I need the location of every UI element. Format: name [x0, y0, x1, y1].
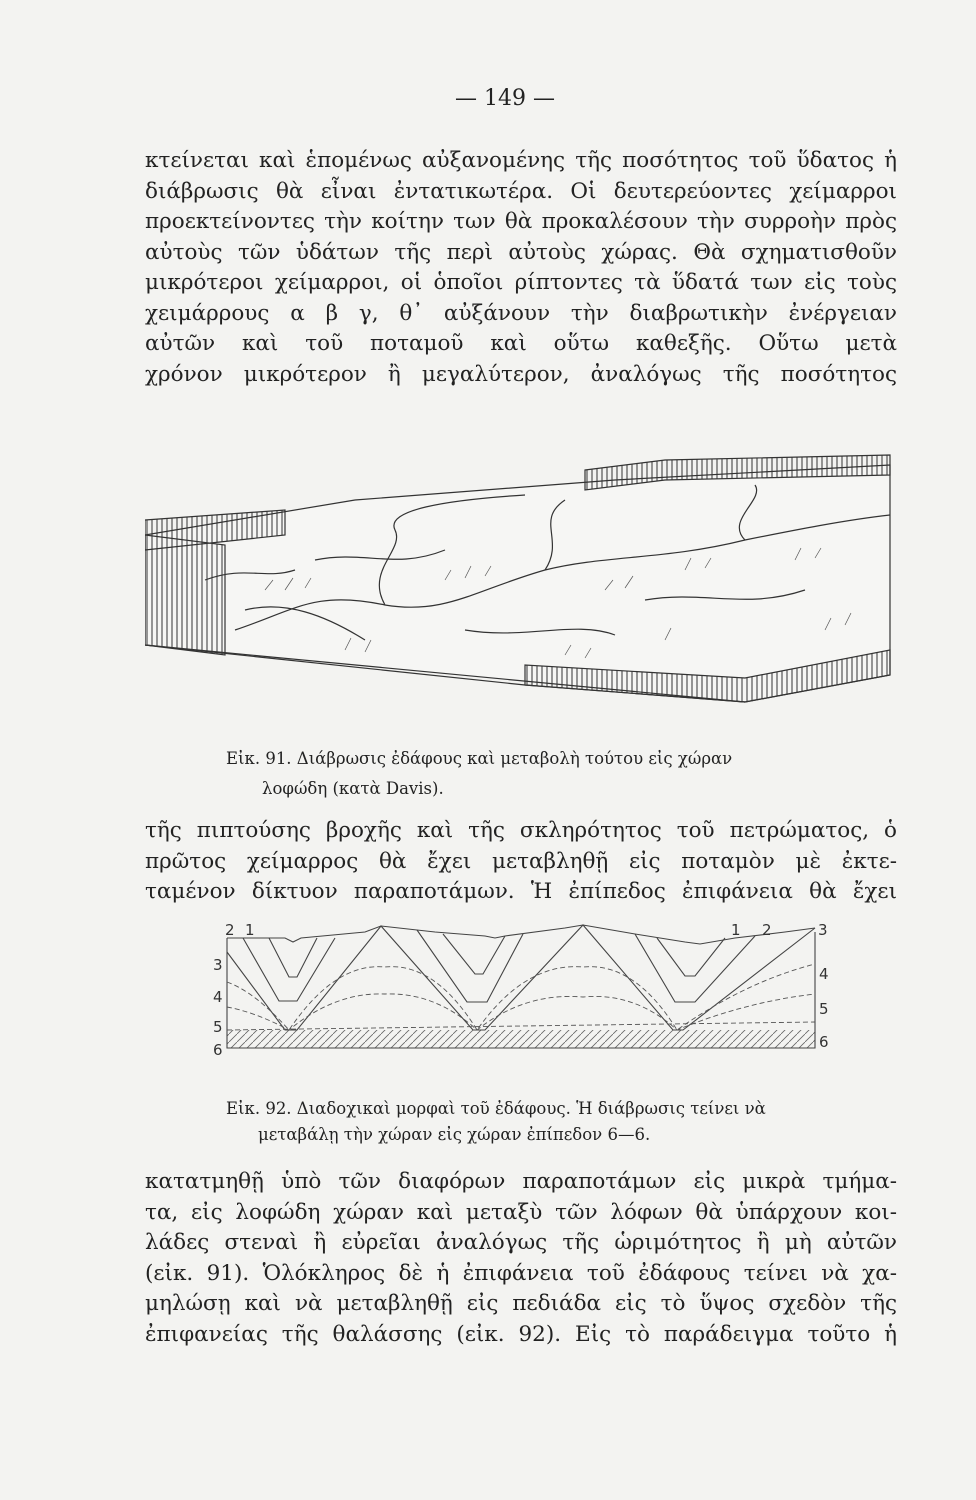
- label-3: 3: [818, 922, 828, 939]
- text-line: μικρότεροι χείμαρροι, οἱ ὁποῖοι ρίπτοντες τὰ ὕδατά των εἰς τοὺς: [145, 270, 897, 295]
- text-line: χρόνον μικρότερον ἢ μεγαλύτερον, ἀναλόγως τῆς ποσότητος: [145, 361, 897, 387]
- label-5: 5: [819, 1000, 829, 1018]
- text-line: κατατμηθῇ ὑπὸ τῶν διαφόρων παραποτάμων εἰς μικρὰ τμήμα-: [145, 1169, 897, 1194]
- label-2: 2: [225, 922, 235, 939]
- label-4: 4: [819, 965, 829, 983]
- page-number: — 149 —: [455, 86, 555, 111]
- text-line: ταμένον δίκτυον παραποτάμων. Ἡ ἐπίπεδος ἐπιφάνεια θὰ ἔχει: [145, 879, 897, 904]
- figure-91-caption-line-1: Εἰκ. 91. Διάβρωσις ἐδάφους καὶ μεταβολὴ τούτου εἰς χώραν: [226, 749, 733, 768]
- figure-92-cross-section: [205, 922, 835, 1062]
- text-line: προεκτείνοντες τὴν κοίτην των θὰ προκαλέσουν τὴν συρροὴν πρὸς: [145, 209, 897, 234]
- figure-91-block-diagram: [145, 440, 895, 740]
- figure-91-caption-line-2: λοφώδη (κατὰ Davis).: [262, 779, 444, 798]
- label-3: 3: [213, 956, 223, 974]
- figure-92-caption-line-2: μεταβάλῃ τὴν χώραν εἰς χώραν ἐπίπεδον 6—6.: [258, 1125, 651, 1144]
- text-line: χειμάρρους α β γ, θ᾽ αὐξάνουν τὴν διαβρωτικὴν ἐνέργειαν: [145, 300, 897, 326]
- label-6: 6: [213, 1041, 223, 1059]
- text-line: πρῶτος χείμαρρος θὰ ἔχει μεταβληθῇ εἰς ποταμὸν μὲ ἐκτε-: [145, 848, 897, 874]
- label-4: 4: [213, 988, 223, 1006]
- text-line: τῆς πιπτούσης βροχῆς καὶ τῆς σκληρότητος τοῦ πετρώματος, ὁ: [145, 818, 897, 843]
- label-5: 5: [213, 1018, 223, 1036]
- text-line: αὐτοὺς τῶν ὑδάτων τῆς περὶ αὐτοὺς χώρας. Θὰ σχηματισθοῦν: [145, 239, 897, 265]
- text-line: λάδες στεναὶ ἢ εὐρεῖαι ἀναλόγως τῆς ὡριμότητος ἢ μὴ αὐτῶν: [145, 1230, 897, 1255]
- text-line: ἐπιφανείας τῆς θαλάσσης (εἰκ. 92). Εἰς τὸ παράδειγμα τοῦτο ἡ: [145, 1321, 897, 1347]
- label-1: 1: [245, 922, 255, 939]
- text-line: (εἰκ. 91). Ὁλόκληρος δὲ ἡ ἐπιφάνεια τοῦ ἐδάφους τείνει νὰ χα-: [145, 1260, 897, 1286]
- text-line: τα, εἰς λοφώδη χώραν καὶ μεταξὺ τῶν λόφων θὰ ὑπάρχουν κοι-: [145, 1199, 897, 1225]
- label-2: 2: [762, 922, 772, 939]
- figure-92-caption-line-1: Εἰκ. 92. Διαδοχικαὶ μορφαὶ τοῦ ἐδάφους. Ἡ διάβρωσις τείνει νὰ: [226, 1099, 766, 1118]
- label-1: 1: [731, 922, 741, 939]
- label-6: 6: [819, 1033, 829, 1051]
- paragraph-1: [145, 146, 897, 390]
- text-line: κτείνεται καὶ ἑπομένως αὐξανομένης τῆς ποσότητος τοῦ ὕδατος ἡ: [145, 148, 897, 173]
- text-line: αὐτῶν καὶ τοῦ ποταμοῦ καὶ οὕτω καθεξῆς. Οὕτω μετὰ: [145, 331, 897, 356]
- paragraph-3: [145, 1167, 897, 1350]
- paragraph-2: [145, 816, 897, 908]
- text-line: διάβρωσις θὰ εἶναι ἐντατικωτέρα. Οἱ δευτερεύοντες χείμαρροι: [145, 178, 897, 204]
- text-line: μηλώσῃ καὶ νὰ μεταβληθῇ εἰς πεδιάδα εἰς τὸ ὕψος σχεδὸν τῆς: [145, 1291, 897, 1316]
